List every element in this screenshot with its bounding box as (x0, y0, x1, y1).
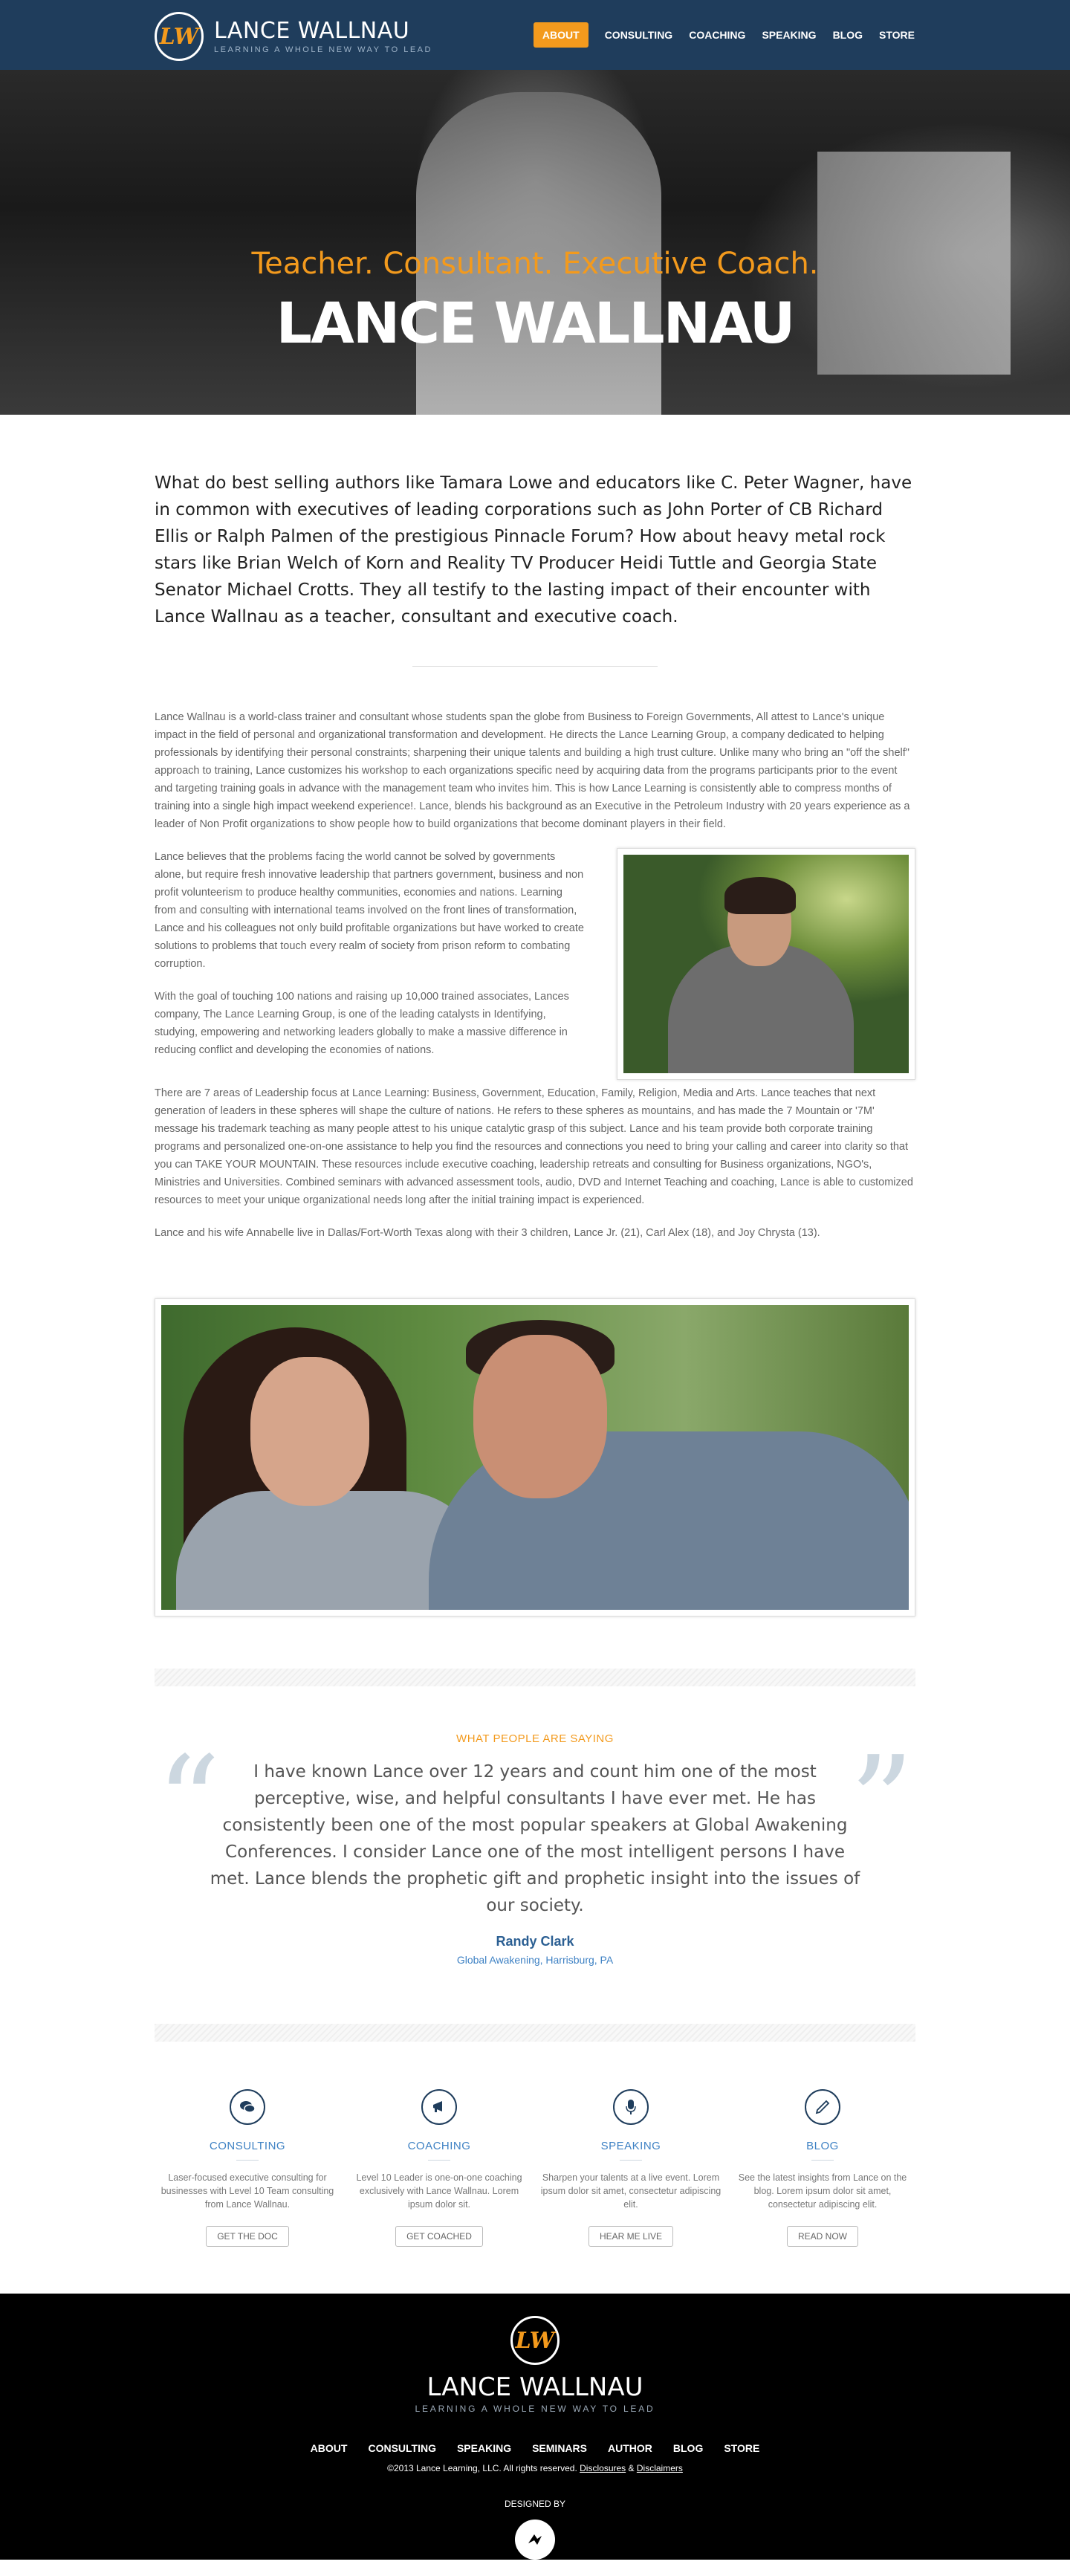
hero-banner (0, 70, 1070, 415)
testimonial-organization[interactable]: Global Awakening, Harrisburg, PA (456, 1954, 614, 1966)
logo-mark (155, 12, 204, 61)
service-coaching (346, 2089, 532, 2247)
footer-nav-speaking[interactable]: SPEAKING (456, 2442, 512, 2454)
designed-by-label: DESIGNED BY (504, 2499, 566, 2509)
service-consulting (155, 2089, 340, 2247)
main-content (155, 470, 915, 2294)
nav-consulting[interactable]: CONSULTING (604, 29, 673, 41)
logo-name: LANCE WALLNAU (214, 18, 410, 44)
couple-photo (161, 1305, 909, 1610)
service-speaking (538, 2089, 724, 2247)
service-title: BLOG (806, 2140, 839, 2152)
footer-nav-about[interactable]: ABOUT (310, 2442, 348, 2454)
bio-paragraph-4: There are 7 areas of Leadership focus at Lance Learning: Business, Government, Education, Family, Religion, Media and Arts. Lance teaches that next generation of leaders in these spheres will shape the culture of nations. He refers to these spheres as mountains, and has made the 7 Mountain or '7M' message his trademark teaching as many people attest to his unique catalytic grasp of this subject. Lance and his team provide both corporate training programs and personalized one-on-one assistance to help you find the resources and connections you need to bring your calling and career into clarity so that you can TAKE YOUR MOUNTAIN. These resources include executive coaching, leadership retreats and consulting for Business organizations, NGO's, Ministries and Universities. Combined seminars with advanced assessment tools, audio, DVD and Internet Teaching and coaching, Lance is able to customized resources to meet your unique organizational needs long after the initial training impact is experienced. (155, 1087, 913, 1206)
service-blog (730, 2089, 915, 2247)
testimonial-quote: I have known Lance over 12 years and count him one of the most perceptive, wise, and helpful consultants I have ever met. He has consistently been one of the most popular speakers at Global Awakening Conferences. I consider Lance one of the most intelligent persons I have met. Lance blends the prophetic gift and prophetic insight into the issues of our society. (210, 1762, 860, 1915)
service-title: COACHING (407, 2140, 471, 2152)
bio-paragraph-3: With the goal of touching 100 nations and raising up 10,000 trained associates, Lances company, The Lance Learning Group, is one of the leading catalysts in Identifying, studying, empowering and networking leaders globally to make a massive difference in reducing conflict and developing the economies of nations. (155, 991, 569, 1056)
footer-nav (0, 2442, 1070, 2454)
site-logo[interactable] (155, 12, 432, 61)
service-title: SPEAKING (600, 2140, 661, 2152)
chat-bubbles-icon (230, 2089, 265, 2125)
hatched-divider (155, 1669, 915, 1686)
service-description: Level 10 Leader is one-on-one coaching exclusively with Lance Wallnau. Lorem ipsum dolor sit. (356, 2172, 522, 2210)
pen-icon (805, 2089, 840, 2125)
hatched-divider (155, 2024, 915, 2042)
hear-me-live-button[interactable]: HEAR ME LIVE (588, 2226, 673, 2247)
bio-paragraph-5: Lance and his wife Annabelle live in Dallas/Fort-Worth Texas along with their 3 children, Lance Jr. (21), Carl Alex (18), and Joy Chrysta (13). (155, 1227, 820, 1239)
ampersand: & (628, 2463, 635, 2473)
portrait-photo (623, 855, 909, 1073)
nav-store[interactable]: STORE (879, 29, 915, 41)
testimonial-heading: WHAT PEOPLE ARE SAYING (456, 1732, 614, 1745)
service-description: See the latest insights from Lance on the blog. Lorem ipsum dolor sit amet, consectetur adipiscing elit. (738, 2172, 907, 2210)
open-quote-icon: “ (156, 1729, 221, 1877)
nav-speaking[interactable]: SPEAKING (762, 29, 817, 41)
service-title: CONSULTING (209, 2140, 286, 2152)
service-description: Sharpen your talents at a live event. Lorem ipsum dolor sit amet, consectetur adipiscing elit. (540, 2172, 722, 2210)
disclaimers-link[interactable]: Disclaimers (636, 2463, 683, 2473)
testimonial-section (155, 1686, 915, 1966)
bio-with-photo (155, 848, 915, 1080)
logo-letters: LW (159, 23, 199, 50)
hero-subtitle: Teacher. Consultant. Executive Coach. (251, 247, 819, 281)
footer-logo-mark[interactable] (510, 2316, 560, 2365)
get-coached-button[interactable]: GET COACHED (395, 2226, 483, 2247)
main-nav (517, 22, 915, 48)
footer-tagline: LEARNING A WHOLE NEW WAY TO LEAD (415, 2404, 655, 2414)
footer-nav-consulting[interactable]: CONSULTING (368, 2442, 436, 2454)
footer-nav-seminars[interactable]: SEMINARS (532, 2442, 587, 2454)
nav-about[interactable]: ABOUT (534, 22, 588, 48)
nav-coaching[interactable]: COACHING (689, 29, 746, 41)
get-the-doc-button[interactable]: GET THE DOC (206, 2226, 289, 2247)
megaphone-icon (421, 2089, 457, 2125)
microphone-icon (613, 2089, 649, 2125)
close-quote-icon: ” (849, 1729, 914, 1877)
section-divider (412, 666, 658, 667)
service-description: Laser-focused executive consulting for businesses with Level 10 Team consulting from Lance Wallnau. (160, 2172, 334, 2210)
designer-logo-icon[interactable] (515, 2520, 555, 2560)
logo-tagline: LEARNING A WHOLE NEW WAY TO LEAD (214, 45, 432, 54)
footer-nav-blog[interactable]: BLOG (672, 2442, 704, 2454)
footer-brand-name: LANCE WALLNAU (427, 2372, 643, 2402)
portrait-photo-frame (617, 848, 915, 1080)
copyright-text: ©2013 Lance Learning, LLC. All rights reserved. (387, 2463, 577, 2473)
site-header (0, 0, 1070, 70)
testimonial-author: Randy Clark (496, 1934, 574, 1949)
hero-title: LANCE WALLNAU (276, 290, 794, 356)
footer-logo-letters: LW (515, 2327, 555, 2354)
site-footer (0, 2294, 1070, 2560)
bio-paragraph-2: Lance believes that the problems facing the world cannot be solved by governments alone, but require fresh innovative leadership that partners government, business and non profit volunteerism to produce healthy communities, economies and nations. Learning from and consulting with international teams involved on the front lines of transformation, Lance and his colleagues not only build profitable organizations but have worked to create solutions to problems that touch every realm of society from prison reform to combating corruption. (155, 851, 584, 970)
intro-paragraph: What do best selling authors like Tamara Lowe and educators like C. Peter Wagner, have in common with executives of leading corporations such as John Porter of CB Richard Ellis or Ralph Palmen of the prestigious Pinnacle Forum? How about heavy metal rock stars like Brian Welch of Korn and Reality TV Producer Heidi Tuttle and Georgia State Senator Michael Crotts. They all testify to the lasting impact of their encounter with Lance Wallnau as a teacher, consultant and executive coach. (155, 473, 912, 627)
footer-nav-store[interactable]: STORE (724, 2442, 760, 2454)
read-now-button[interactable]: READ NOW (787, 2226, 858, 2247)
services-section (155, 2089, 915, 2294)
disclosures-link[interactable]: Disclosures (580, 2463, 626, 2473)
bio-paragraph-1: Lance Wallnau is a world-class trainer and consultant whose students span the globe from Business to Foreign Governments, All attest to Lance's unique impact in the field of personal and organizational transformation and development. He directs the Lance Learning Group, a company dedicated to helping professionals by identifying their personal constraints; sharpening their unique talents and building a high trust culture. Unlike many who bring an "off the shelf" approach to training, Lance customizes his workshop to each organizations specific need by acquiring data from the programs participants prior to the event and targeting training goals in advance with the management team who invites him. This is how Lance Learning is consistently able to compress months of training into a single high impact weekend experience!. Lance, blends his background as an Executive in the Petroleum Industry with 20 years experience as a leader of Non Profit organizations to show people how to build organizations that become dominant players in their field. (155, 711, 910, 830)
footer-nav-author[interactable]: AUTHOR (608, 2442, 652, 2454)
copyright (0, 2463, 1070, 2473)
nav-blog[interactable]: BLOG (832, 29, 863, 41)
family-photo-frame (155, 1298, 915, 1617)
